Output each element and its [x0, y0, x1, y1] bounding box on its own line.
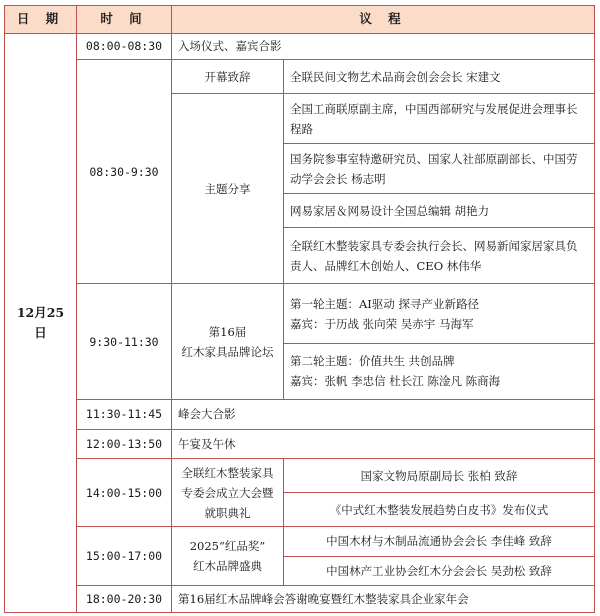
agenda-cell: 中国林产工业协会红木分会会长 吴劲松 致辞 — [284, 556, 595, 586]
table-header-row — [5, 6, 595, 34]
agenda-cell: 全联民间文物艺术品商会创会会长 宋建文 — [284, 60, 595, 94]
time-cell: 08:00-08:30 — [77, 33, 172, 60]
agenda-cell: 全国工商联原副主席，中国西部研究与发展促进会理事长 程路 — [284, 94, 595, 144]
time-cell: 11:30-11:45 — [77, 400, 172, 430]
agenda-cell: 国家文物局原副局长 张柏 致辞 — [284, 459, 595, 493]
agenda-cell: 第16届红木品牌峰会答谢晚宴暨红木整装家具企业家年会 — [172, 586, 595, 613]
date-cell: 12月25日 — [5, 33, 77, 612]
table-row — [5, 429, 595, 459]
agenda-table — [4, 5, 595, 613]
header-date: 日 期 — [5, 6, 77, 34]
agenda-cell: 入场仪式、嘉宾合影 — [172, 33, 595, 60]
table-row — [5, 586, 595, 613]
table-row — [5, 33, 595, 60]
agenda-cell: 第二轮主题：价值共生 共创品牌 嘉宾：张帆 李忠信 杜长江 陈淦凡 陈商海 — [284, 343, 595, 399]
session-title-cell: 全联红木整装家具 专委会成立大会暨 就职典礼 — [172, 459, 284, 527]
table-row — [5, 526, 595, 556]
table-row — [5, 60, 595, 94]
header-time: 时 间 — [77, 6, 172, 34]
time-cell: 14:00-15:00 — [77, 459, 172, 527]
session-title-cell: 2025“红品奖” 红木品牌盛典 — [172, 526, 284, 585]
header-agenda: 议 程 — [172, 6, 595, 34]
agenda-cell: 峰会大合影 — [172, 400, 595, 430]
time-cell: 18:00-20:30 — [77, 586, 172, 613]
agenda-cell: 网易家居＆网易设计全国总编辑 胡艳力 — [284, 194, 595, 228]
agenda-cell: 第一轮主题：AI驱动 探寻产业新路径 嘉宾：于历战 张向荣 吴赤宇 马海军 — [284, 284, 595, 343]
table-row — [5, 459, 595, 493]
table-row — [5, 284, 595, 343]
session-title-cell: 第16届 红木家具品牌论坛 — [172, 284, 284, 400]
time-cell: 15:00-17:00 — [77, 526, 172, 585]
time-cell: 12:00-13:50 — [77, 429, 172, 459]
agenda-cell: 中国木材与木制品流通协会会长 李佳峰 致辞 — [284, 526, 595, 556]
agenda-cell: 国务院参事室特邀研究员、国家人社部原副部长、中国劳动学会会长 杨志明 — [284, 144, 595, 194]
session-title-cell: 主题分享 — [172, 94, 284, 284]
agenda-cell: 《中式红木整装发展趋势白皮书》发布仪式 — [284, 493, 595, 527]
time-cell: 08:30-9:30 — [77, 60, 172, 284]
agenda-cell: 全联红木整装家具专委会执行会长、网易新闻家居家具负责人、品牌红木创始人、CEO 林伟华 — [284, 228, 595, 284]
table-row — [5, 400, 595, 430]
agenda-cell: 午宴及午休 — [172, 429, 595, 459]
session-title-cell: 开幕致辞 — [172, 60, 284, 94]
time-cell: 9:30-11:30 — [77, 284, 172, 400]
